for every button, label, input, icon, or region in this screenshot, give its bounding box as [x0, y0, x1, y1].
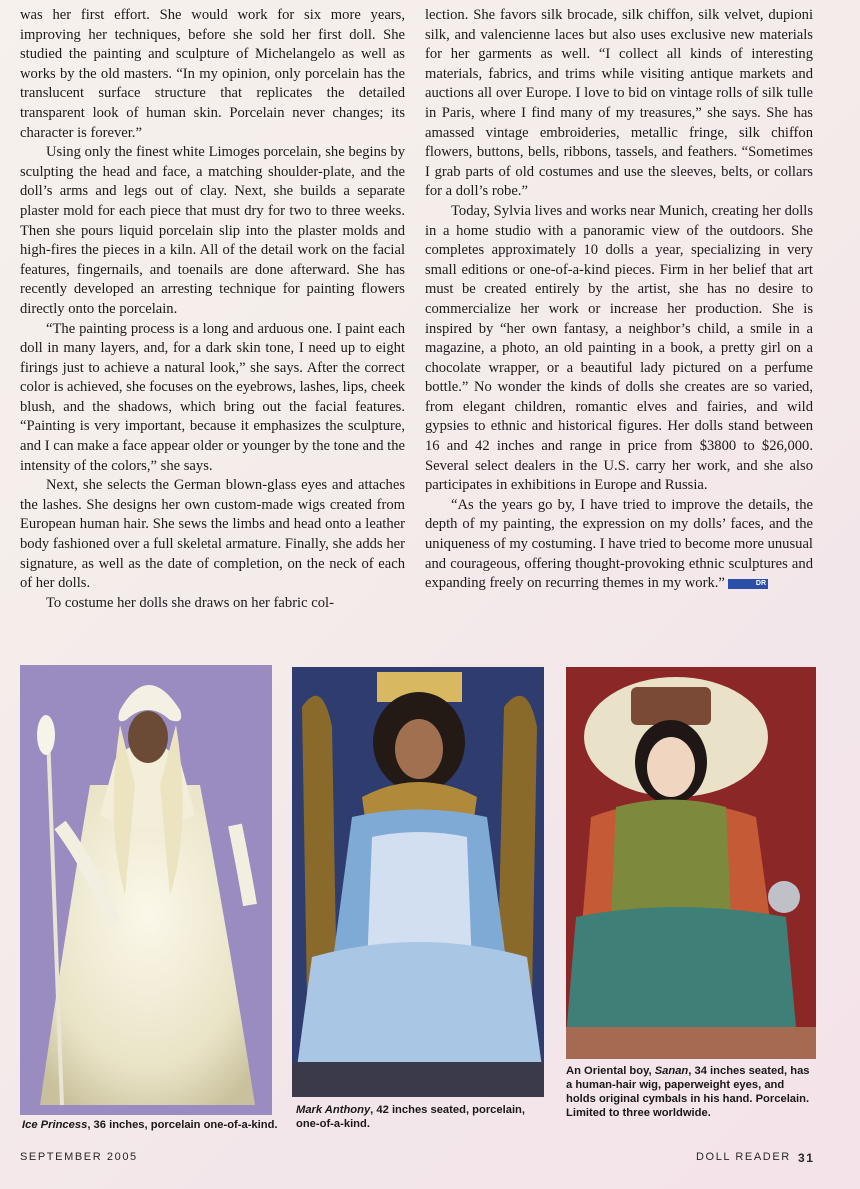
page-number: 31 — [798, 1151, 815, 1165]
caption-mark-anthony: Mark Anthony, 42 inches seated, porcelain, one-of-a-kind. — [296, 1104, 525, 1130]
caption-ice-princess: Ice Princess, 36 inches, porcelain one-of-a-kind. — [22, 1119, 278, 1131]
paragraph: was her first effort. She would work for six more years, improving her techniques, before she sold her first doll. She studied the painting and sculpture of Michelangelo as well as works by the old masters. “In my opinion, only porcelain has the translucent surface structure that replicates the detailed transparent look of human skin. Porcelain never changes; its character is forever.” — [20, 7, 405, 141]
sanan-illustration — [566, 667, 816, 1059]
end-mark-icon: DR — [728, 579, 768, 589]
paragraph: Today, Sylvia lives and works near Munich, creating her dolls in a home studio with a panoramic view of the outdoors. She completes approximately 10 dolls a year, specializing in very small editions or one-of-a-kind pieces. Firm in her belief that art must be created entirely by the artist, she has no desire to commercialize her work or increase her production. She is inspired by “her own fantasy, a neighbor’s child, a smile in a magazine, a photo, an old painting in a book, a pretty girl on a chocolate wrapper, or a beautiful lady pictured on a perfume bottle.” No wonder the kinds of dolls she creates are so varied, from elegant children, romantic elves and fairies, and wild gypsies to ethnic and historical figures. Her dolls stand between 16 and 42 inches and range in price from $3800 to $26,000. Several select dealers in the U.S. carry her work, and she also participates in exhibitions in Europe and Russia. — [425, 202, 813, 494]
paragraph: Using only the finest white Limoges porcelain, she begins by sculpting the head and face, a matching shoulder-plate, and the doll’s arms and legs out of clay. Next, she builds a separate plaster mold for each piece that must dry for two to three weeks. Then she pours liquid porcelain slip into the plaster molds and high-fires the pieces in a kiln. All of the detail work on the facial features, fingernails, and toenails are done afterward. She has recently developed an arresting technique for painting flowers directly onto the porcelain. — [20, 144, 405, 317]
paragraph: lection. She favors silk brocade, silk chiffon, silk velvet, dupioni silk, and valencienne laces but also uses exclusive new materials for her garments as well. “I collect all kinds of interesting materials, fabrics, and trims while visiting antique markets and auctions all over Europe. I love to bid on vintage rolls of silk tulle in Paris, where I find many of my treasures,” she says. She has amassed vintage embroideries, metallic fringe, silk chiffon flowers, buttons, bells, ribbons, tassels, and feathers. “Sometimes I grab parts of old costumes and use the sleeves, belts, or collars for a doll’s robe.” — [425, 7, 813, 200]
mark-anthony-illustration — [292, 667, 544, 1097]
paragraph: “The painting process is a long and arduous one. I paint each doll in many layers, and, for a dark skin tone, I need up to eight firings just to achieve a natural look,” she says. After the correct color is achieved, she focuses on the eyebrows, lashes, lips, cheek blush, and the shadows, which bring out the facial features. “Painting is very important, because it emphasizes the sculpture, and I can make a face appear older or younger by the tone and the intensity of the colors,” she says. — [20, 320, 405, 474]
caption-sanan: An Oriental boy, Sanan, 34 inches seated, has a human-hair wig, paperweight eyes, and holds original cymbals in his hand. Porcelain. Limited to three worldwide. — [566, 1065, 810, 1119]
footer-magazine-name: DOLL READER — [696, 1151, 791, 1163]
article-column-right — [425, 6, 813, 594]
paragraph: To costume her dolls she draws on her fabric col- — [46, 594, 334, 611]
photo-mark-anthony — [292, 667, 544, 1097]
article-column-left — [20, 6, 405, 613]
photo-sanan — [566, 667, 816, 1059]
photo-ice-princess — [20, 665, 272, 1115]
ice-princess-illustration — [20, 665, 272, 1115]
paragraph-text: “As the years go by, I have tried to improve the details, the depth of my painting, the expression on my dolls’ faces, and the uniqueness of my costuming. I have tried to become more unusual and courageous, offering thought-provoking ethnic sculptures and expanding freely on recurring themes in my work.” — [425, 496, 813, 592]
footer-date: SEPTEMBER 2005 — [20, 1151, 138, 1163]
paragraph: Next, she selects the German blown-glass eyes and attaches the lashes. She designs her own custom-made wigs created from European human hair. She sews the limbs and head onto a leather body fashioned over a full skeletal armature. Finally, she adds her signature, as well as the date of completion, on the neck of each of her dolls. — [20, 477, 405, 592]
paragraph — [425, 496, 813, 594]
